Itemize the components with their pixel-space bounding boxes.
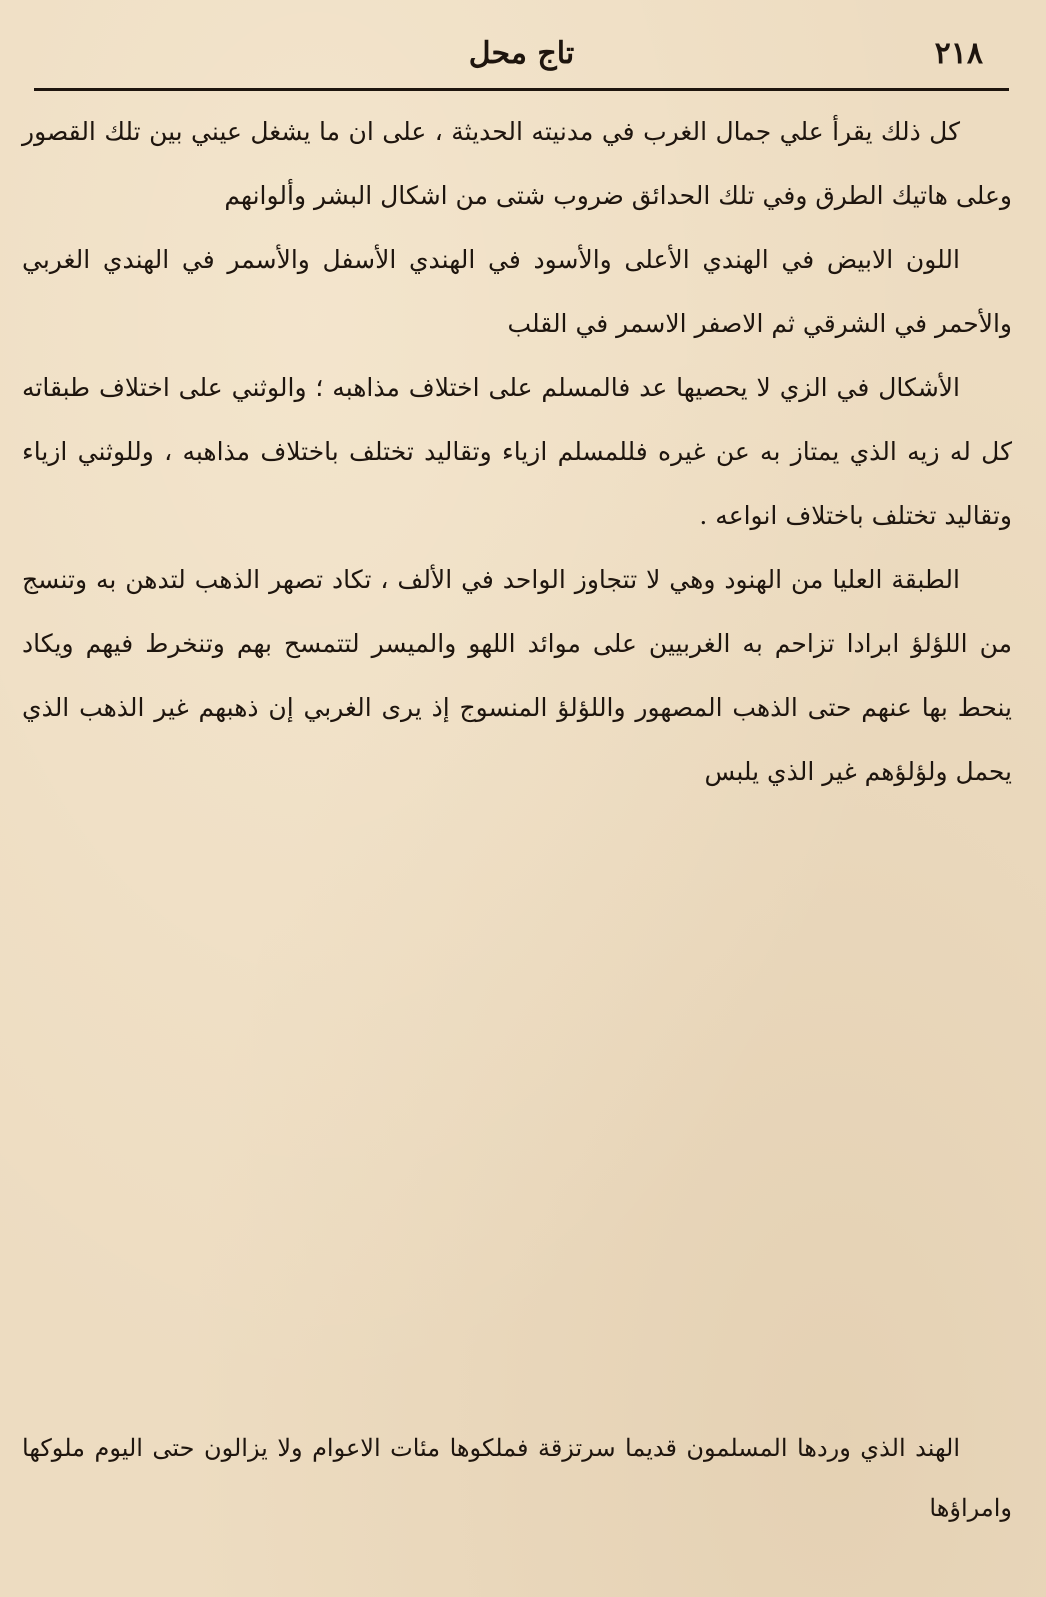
paragraph-3: الأشكال في الزي لا يحصيها عد فالمسلم على اختلاف مذاهبه ؛ والوثني على اختلاف طبقاته كل له زيه الذي يمتاز به عن غيره فللمسلم ازياء وتقاليد تختلف باختلاف مذاهبه ، وللوثني ازياء وتقاليد تختلف باختلاف انواعه . [22,373,1012,530]
paragraph-2: اللون الابيض في الهندي الأعلى والأسود في الهندي الأسفل والأسمر في الهندي الغربي والأحمر في الشرقي ثم الاصفر الاسمر في القلب [22,245,1012,338]
footnote-text: الهند الذي وردها المسلمون قديما سرتزقة فملكوها مئات الاعوام ولا يزالون حتى اليوم ملوكها وامراؤها [22,1434,1012,1522]
footnote [22,1418,1012,1538]
header-rule [34,88,1009,91]
running-title: تاج محل [468,36,575,71]
page-number: ٢١٨ [934,36,983,71]
main-text [22,100,1012,804]
page-header [34,36,1009,86]
paragraph-1: كل ذلك يقرأ علي جمال الغرب في مدنيته الحديثة ، على ان ما يشغل عيني بين تلك القصور وعلى هاتيك الطرق وفي تلك الحدائق ضروب شتى من اشكال البشر وألوانهم [22,117,1012,210]
paragraph-4: الطبقة العليا من الهنود وهي لا تتجاوز الواحد في الألف ، تكاد تصهر الذهب لتدهن به وتنسج من اللؤلؤ ابرادا تزاحم به الغربيين على موائد اللهو والميسر لتتمسح بهم وتنخرط فيهم ويكاد ينحط بها عنهم حتى الذهب المصهور واللؤلؤ المنسوج إذ يرى الغربي إن ذهبهم غير الذهب الذي يحمل ولؤلؤهم غير الذي يلبس [22,565,1012,786]
